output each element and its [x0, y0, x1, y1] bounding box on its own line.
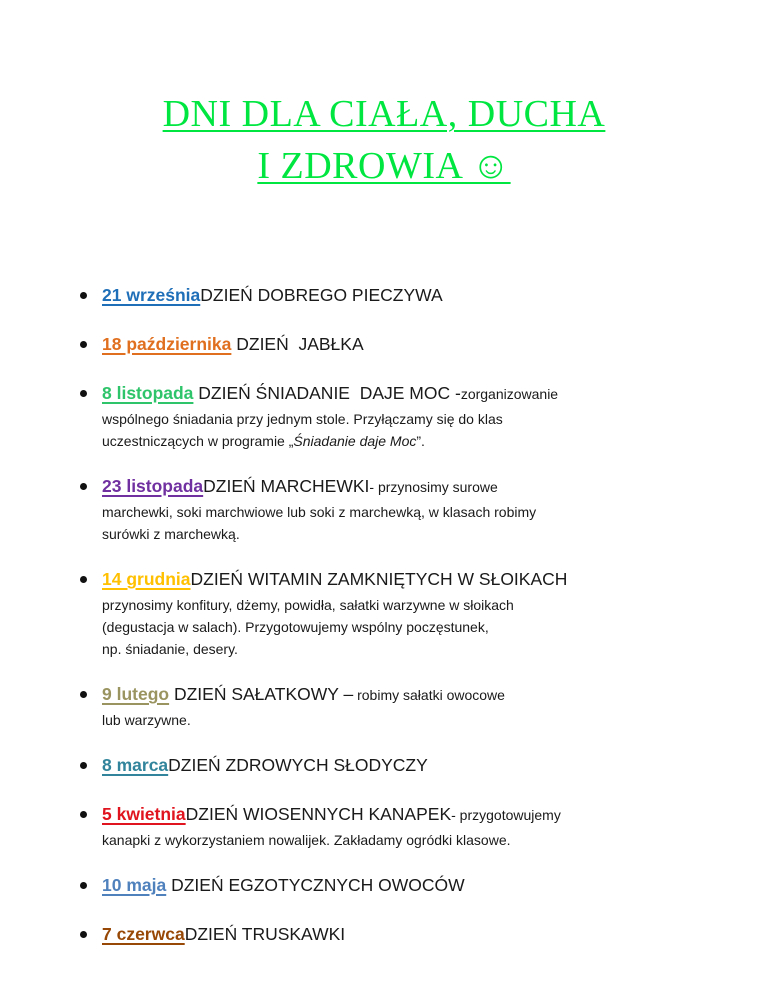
bullet-icon [80, 931, 87, 938]
list-item [78, 378, 738, 452]
event-name: DZIEŃ JABŁKA [231, 334, 364, 354]
list-item [78, 750, 738, 780]
item-heading [102, 679, 738, 709]
item-heading [102, 870, 738, 900]
event-date: 8 listopada [102, 383, 194, 403]
event-description-line: surówki z marchewką. [102, 526, 240, 542]
event-date: 23 listopada [102, 476, 204, 496]
title-line-1: DNI DLA CIAŁA, DUCHA [162, 93, 606, 135]
event-description-line: wspólnego śniadania przy jednym stole. Przyłączamy się do klas [102, 411, 503, 427]
bullet-icon [80, 483, 87, 490]
event-description-line: np. śniadanie, desery. [102, 641, 238, 657]
bullet-icon [80, 762, 87, 769]
bullet-icon [80, 691, 87, 698]
event-name: DZIEŃ TRUSKAWKI [184, 924, 346, 944]
title-line-2: I ZDROWIA ☺ [257, 145, 511, 187]
bullet-icon [80, 576, 87, 583]
event-description-line: (degustacja w salach). Przygotowujemy wspólny poczęstunek, [102, 619, 489, 635]
event-name: DZIEŃ DOBREGO PIECZYWA [200, 285, 443, 305]
event-date: 10 maja [102, 875, 167, 895]
page-title [0, 88, 768, 192]
list-item [78, 919, 738, 949]
event-name: DZIEŃ ZDROWYCH SŁODYCZY [168, 755, 428, 775]
event-date: 21 września [102, 285, 201, 305]
list-item [78, 471, 738, 545]
event-note: robimy sałatki owocowe [353, 687, 505, 703]
event-description-line: przynosimy konfitury, dżemy, powidła, sałatki warzywne w słoikach [102, 597, 514, 613]
item-heading [102, 329, 738, 359]
bullet-icon [80, 811, 87, 818]
item-heading [102, 919, 738, 949]
event-list [78, 280, 738, 968]
event-date: 5 kwietnia [102, 804, 186, 824]
item-heading [102, 280, 738, 310]
list-item [78, 679, 738, 731]
bullet-icon [80, 882, 87, 889]
bullet-icon [80, 292, 87, 299]
list-item [78, 870, 738, 900]
event-description-line: lub warzywne. [102, 712, 191, 728]
event-name: DZIEŃ WIOSENNYCH KANAPEK [185, 804, 452, 824]
bullet-icon [80, 341, 87, 348]
event-description-line: kanapki z wykorzystaniem nowalijek. Zakładamy ogródki klasowe. [102, 832, 511, 848]
event-date: 9 lutego [102, 684, 170, 704]
list-item [78, 280, 738, 310]
item-heading [102, 378, 738, 408]
event-note: zorganizowanie [460, 386, 559, 402]
item-heading [102, 750, 738, 780]
item-heading [102, 564, 738, 594]
list-item [78, 564, 738, 660]
event-description-line: uczestniczących w programie „Śniadanie daje Moc”. [102, 433, 425, 449]
event-name: DZIEŃ WITAMIN ZAMKNIĘTYCH W SŁOIKACH [190, 569, 568, 589]
event-name: DZIEŃ ŚNIADANIE DAJE MOC - [193, 383, 461, 403]
item-heading [102, 799, 738, 829]
programme-name: Śniadanie daje Moc [293, 433, 417, 449]
event-note: - przygotowujemy [451, 807, 561, 823]
event-date: 18 października [102, 334, 232, 354]
event-date: 7 czerwca [102, 924, 185, 944]
list-item [78, 329, 738, 359]
event-date: 14 grudnia [102, 569, 191, 589]
event-description-line: marchewki, soki marchwiowe lub soki z marchewką, w klasach robimy [102, 504, 537, 520]
event-name: DZIEŃ MARCHEWKI [203, 476, 370, 496]
event-name: DZIEŃ SAŁATKOWY – [169, 684, 354, 704]
event-note: - przynosimy surowe [369, 479, 498, 495]
event-name: DZIEŃ EGZOTYCZNYCH OWOCÓW [166, 875, 465, 895]
list-item [78, 799, 738, 851]
item-heading [102, 471, 738, 501]
bullet-icon [80, 390, 87, 397]
event-date: 8 marca [102, 755, 169, 775]
